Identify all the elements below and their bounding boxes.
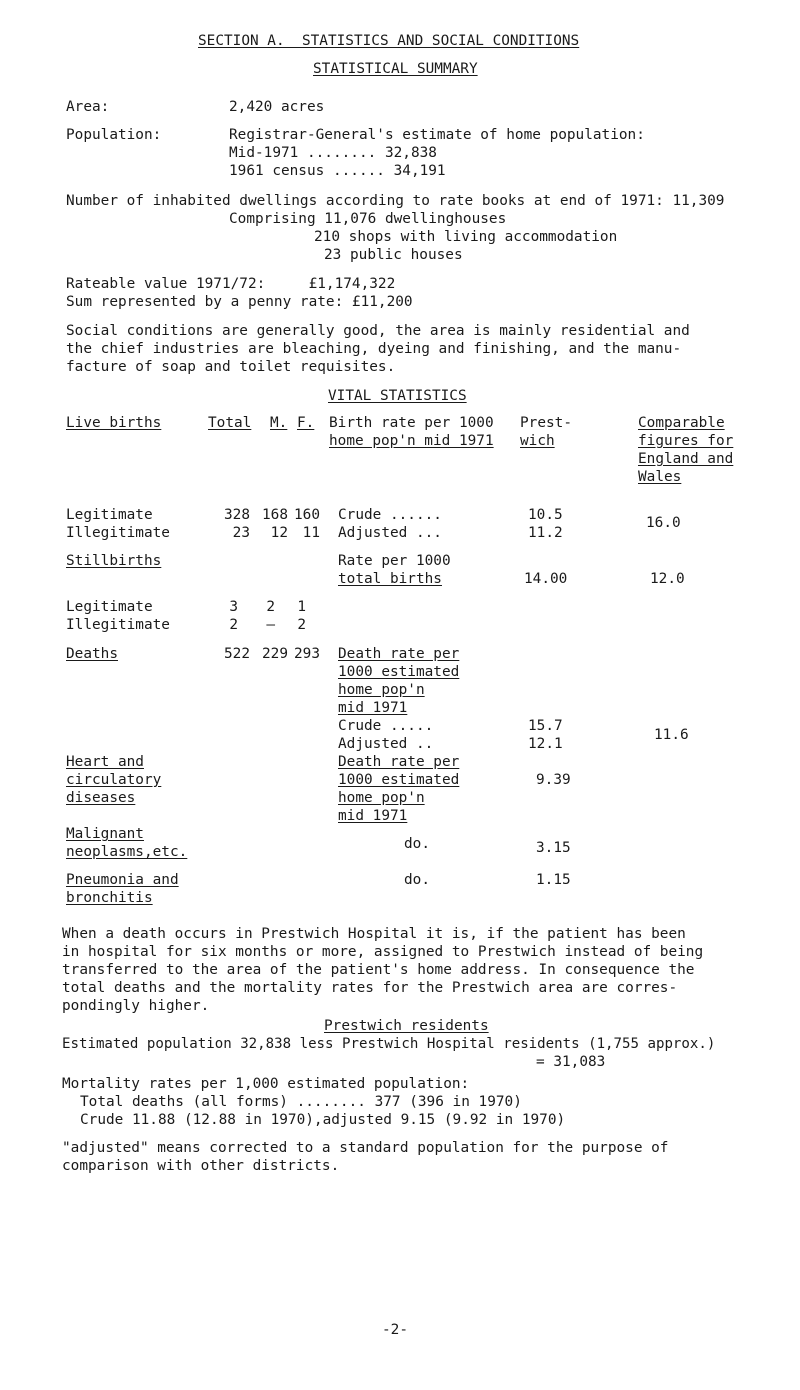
population-estimate-heading: Registrar-General's estimate of home population: <box>229 127 645 143</box>
hospital-line-2: in hospital for six months or more, assigned to Prestwich instead of being <box>62 944 704 960</box>
deaths-label: Deaths <box>66 646 118 662</box>
crude-death-rate-label: Crude ..... <box>338 718 434 734</box>
heart-label-3: diseases <box>66 790 136 806</box>
col-total: Total <box>208 415 252 431</box>
stillbirth-rate-label-1: Rate per 1000 <box>338 553 451 569</box>
population-1961-census: 1961 census ...... 34,191 <box>229 163 446 179</box>
stillbirths-label: Stillbirths <box>66 553 162 569</box>
illegit-births-total: 23 <box>232 525 250 541</box>
dwellings-houses: Comprising 11,076 dwellinghouses <box>229 211 507 227</box>
legit-stillbirths-male: 2 <box>266 599 275 615</box>
stillbirth-rate: 14.00 <box>524 571 568 587</box>
crude-birth-rate: 10.5 <box>528 507 563 523</box>
residents-result: = 31,083 <box>536 1054 606 1070</box>
heart-rate-label-2: 1000 estimated <box>338 772 460 788</box>
deaths-total: 522 <box>224 646 250 662</box>
col-comparable-4: Wales <box>638 469 682 485</box>
legit-stillbirths-label: Legitimate <box>66 599 153 615</box>
pneumonia-rate-label: do. <box>404 872 430 888</box>
deaths-female: 293 <box>294 646 320 662</box>
population-label: Population: <box>66 127 162 143</box>
deaths-male: 229 <box>262 646 288 662</box>
legit-births-total: 328 <box>224 507 250 523</box>
heart-label-1: Heart and <box>66 754 144 770</box>
malignant-rate-label: do. <box>404 836 430 852</box>
mortality-heading: Mortality rates per 1,000 estimated population: <box>62 1076 470 1092</box>
adjusted-death-rate: 12.1 <box>528 736 563 752</box>
total-deaths-line: Total deaths (all forms) ........ 377 (396 in 1970) <box>80 1094 522 1110</box>
population-mid-1971: Mid-1971 ........ 32,838 <box>229 145 437 161</box>
adjusted-death-rate-label: Adjusted .. <box>338 736 434 752</box>
heart-rate-label-1: Death rate per <box>338 754 460 770</box>
illegit-stillbirths-female: 2 <box>297 617 306 633</box>
death-rate-label-2: 1000 estimated <box>338 664 460 680</box>
summary-title: STATISTICAL SUMMARY <box>313 61 478 77</box>
illegit-stillbirths-label: Illegitimate <box>66 617 170 633</box>
illegit-stillbirths-male: – <box>266 617 275 633</box>
rateable-value: Rateable value 1971/72: £1,174,322 <box>66 276 396 292</box>
vital-statistics-title: VITAL STATISTICS <box>328 388 467 404</box>
pneumonia-label-1: Pneumonia and <box>66 872 179 888</box>
col-live-births: Live births <box>66 415 162 431</box>
area-value: 2,420 acres <box>229 99 325 115</box>
social-line-3: facture of soap and toilet requisites. <box>66 359 396 375</box>
pneumonia-label-2: bronchitis <box>66 890 153 906</box>
area-label: Area: <box>66 99 110 115</box>
malignant-death-rate: 3.15 <box>536 840 571 856</box>
col-comparable-3: England and <box>638 451 734 467</box>
hospital-line-5: pondingly higher. <box>62 998 210 1014</box>
illegit-births-male: 12 <box>270 525 288 541</box>
malignant-label-2: neoplasms,etc. <box>66 844 188 860</box>
death-rate-label-3: home pop'n <box>338 682 425 698</box>
birth-rate-comparable: 16.0 <box>646 515 681 531</box>
legit-stillbirths-female: 1 <box>297 599 306 615</box>
col-prestwich-1: Prest- <box>520 415 572 431</box>
hospital-line-4: total deaths and the mortality rates for the Prestwich area are corres- <box>62 980 678 996</box>
heart-label-2: circulatory <box>66 772 162 788</box>
crude-adjusted-line: Crude 11.88 (12.88 in 1970),adjusted 9.15 (9.92 in 1970) <box>80 1112 566 1128</box>
col-birth-rate-1: Birth rate per 1000 <box>329 415 494 431</box>
hospital-line-3: transferred to the area of the patient's home address. In consequence the <box>62 962 695 978</box>
legit-stillbirths-total: 3 <box>229 599 238 615</box>
heart-rate-label-3: home pop'n <box>338 790 425 806</box>
hospital-line-1: When a death occurs in Prestwich Hospital it is, if the patient has been <box>62 926 686 942</box>
illegit-stillbirths-total: 2 <box>229 617 238 633</box>
adjusted-birth-rate: 11.2 <box>528 525 563 541</box>
illegit-births-label: Illegitimate <box>66 525 170 541</box>
crude-death-rate: 15.7 <box>528 718 563 734</box>
col-male: M. <box>270 415 288 431</box>
col-comparable-2: figures for <box>638 433 734 449</box>
dwellings-shops: 210 shops with living accommodation <box>314 229 618 245</box>
adjusted-note-line-2: comparison with other districts. <box>62 1158 340 1174</box>
death-rate-label-1: Death rate per <box>338 646 460 662</box>
heart-death-rate: 9.39 <box>536 772 571 788</box>
residents-title: Prestwich residents <box>324 1018 489 1034</box>
dwellings-total: Number of inhabited dwellings according to rate books at end of 1971: 11,309 <box>66 193 725 209</box>
crude-birth-rate-label: Crude ...... <box>338 507 442 523</box>
pneumonia-death-rate: 1.15 <box>536 872 571 888</box>
malignant-label-1: Malignant <box>66 826 144 842</box>
col-female: F. <box>297 415 315 431</box>
col-prestwich-2: wich <box>520 433 555 449</box>
social-line-2: the chief industries are bleaching, dyeing and finishing, and the manu- <box>66 341 682 357</box>
stillbirth-comparable: 12.0 <box>650 571 685 587</box>
stillbirth-rate-label-2: total births <box>338 571 442 587</box>
legit-births-female: 160 <box>294 507 320 523</box>
col-birth-rate-2: home pop'n mid 1971 <box>329 433 494 449</box>
adjusted-birth-rate-label: Adjusted ... <box>338 525 442 541</box>
heart-rate-label-4: mid 1971 <box>338 808 408 824</box>
illegit-births-female: 11 <box>302 525 320 541</box>
residents-estimate: Estimated population 32,838 less Prestwich Hospital residents (1,755 approx.) <box>62 1036 716 1052</box>
adjusted-note-line-1: "adjusted" means corrected to a standard population for the purpose of <box>62 1140 669 1156</box>
legit-births-label: Legitimate <box>66 507 153 523</box>
section-title: SECTION A. STATISTICS AND SOCIAL CONDITIONS <box>198 33 580 49</box>
dwellings-public-houses: 23 public houses <box>324 247 463 263</box>
death-rate-label-4: mid 1971 <box>338 700 408 716</box>
social-line-1: Social conditions are generally good, the area is mainly residential and <box>66 323 690 339</box>
page-number: -2- <box>382 1322 408 1338</box>
col-comparable-1: Comparable <box>638 415 725 431</box>
penny-rate: Sum represented by a penny rate: £11,200 <box>66 294 413 310</box>
death-rate-comparable: 11.6 <box>654 727 689 743</box>
legit-births-male: 168 <box>262 507 288 523</box>
